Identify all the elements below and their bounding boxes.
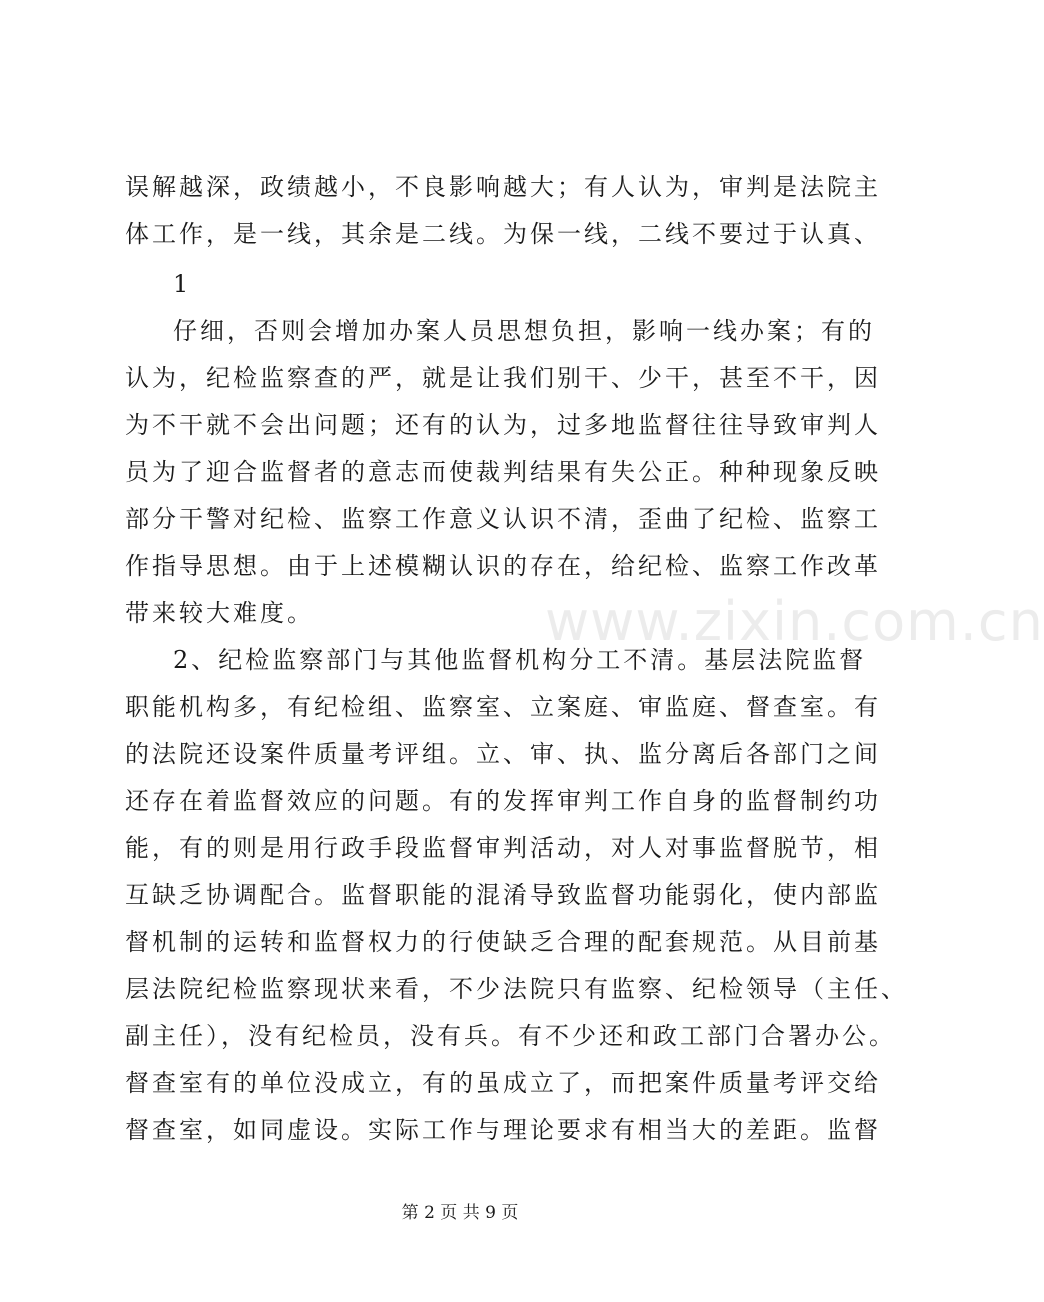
body-text-line: 2、纪检监察部门与其他监督机构分工不清。基层法院监督	[173, 646, 867, 674]
page-footer: 第 2 页 共 9 页	[401, 1203, 519, 1223]
body-text-line: 的法院还设案件质量考评组。立、审、执、监分离后各部门之间	[125, 740, 881, 768]
body-text-line: 员为了迎合监督者的意志而使裁判结果有失公正。种种现象反映	[125, 458, 881, 486]
body-text-line: 层法院纪检监察现状来看，不少法院只有监察、纪检领导（主任、	[125, 975, 908, 1003]
body-text-line: 能，有的则是用行政手段监督审判活动，对人对事监督脱节，相	[125, 834, 881, 862]
inline-page-number: 1	[173, 270, 189, 298]
body-text-line: 副主任），没有纪检员，没有兵。有不少还和政工部门合署办公。	[125, 1022, 896, 1050]
body-text-line: 督查室有的单位没成立，有的虽成立了，而把案件质量考评交给	[125, 1069, 881, 1097]
body-text-line: 仔细，否则会增加办案人员思想负担，影响一线办案；有的	[173, 317, 875, 345]
body-text-line: 误解越深，政绩越小，不良影响越大；有人认为，审判是法院主	[125, 173, 881, 201]
body-text-line: 作指导思想。由于上述模糊认识的存在，给纪检、监察工作改革	[125, 552, 881, 580]
body-text-line: 认为，纪检监察查的严，就是让我们别干、少干，甚至不干，因	[125, 364, 881, 392]
body-text-line: 互缺乏协调配合。监督职能的混淆导致监督功能弱化，使内部监	[125, 881, 881, 909]
body-text-line: 还存在着监督效应的问题。有的发挥审判工作自身的监督制约功	[125, 787, 881, 815]
body-text-line: 督查室，如同虚设。实际工作与理论要求有相当大的差距。监督	[125, 1116, 881, 1144]
body-text-line: 部分干警对纪检、监察工作意义认识不清，歪曲了纪检、监察工	[125, 505, 881, 533]
body-text-line: 为不干就不会出问题；还有的认为，过多地监督往往导致审判人	[125, 411, 881, 439]
body-text-line: 带来较大难度。	[125, 599, 314, 627]
watermark: www.zixin.com.cn	[545, 590, 1044, 653]
body-text-line: 职能机构多，有纪检组、监察室、立案庭、审监庭、督查室。有	[125, 693, 881, 721]
body-text-line: 督机制的运转和监督权力的行使缺乏合理的配套规范。从目前基	[125, 928, 881, 956]
body-text-line: 体工作，是一线，其余是二线。为保一线，二线不要过于认真、	[125, 220, 881, 248]
